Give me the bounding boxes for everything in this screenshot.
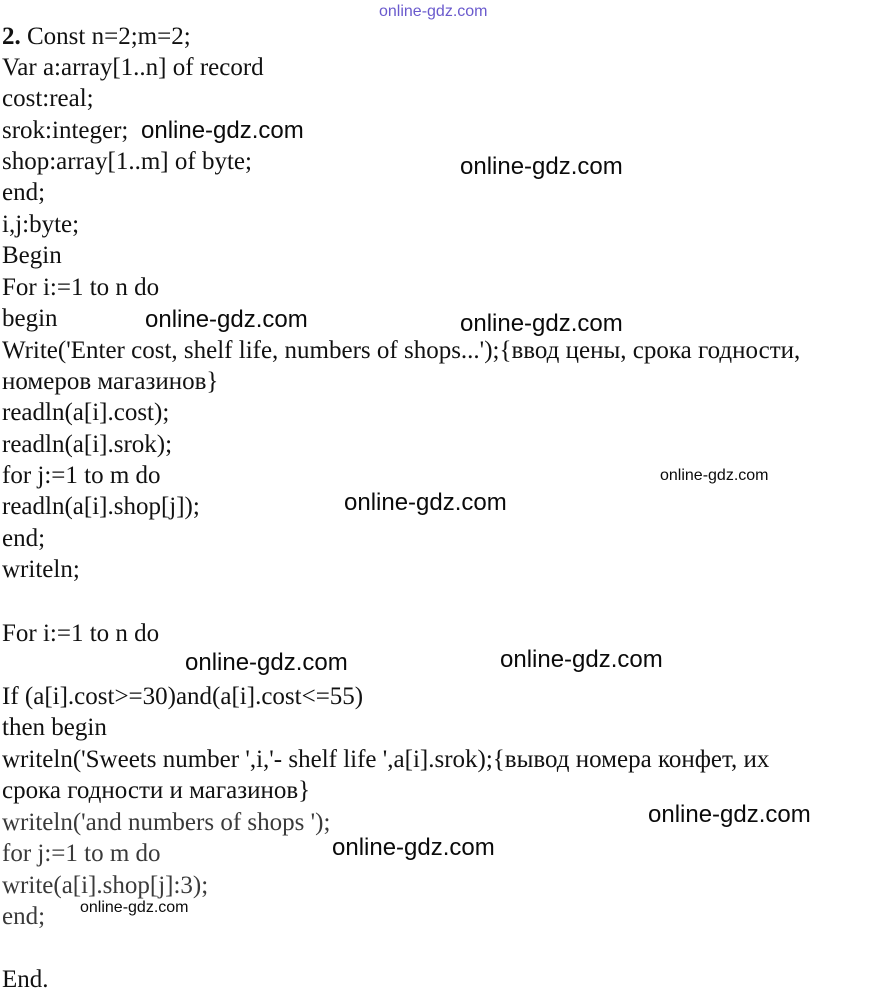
- code-line-13: readln(a[i].cost);: [2, 399, 170, 426]
- watermark: online-gdz.com: [660, 467, 769, 484]
- code-line-23: срока годности и магазинов}: [2, 777, 311, 804]
- watermark-top: online-gdz.com: [379, 3, 488, 20]
- code-line-25: for j:=1 to m do: [2, 840, 161, 867]
- watermark: online-gdz.com: [460, 310, 623, 337]
- code-line-3: cost:real;: [2, 85, 94, 112]
- code-line-24: writeln('and numbers of shops ');: [2, 809, 331, 836]
- code-line-8: Begin: [2, 242, 62, 269]
- watermark: online-gdz.com: [500, 646, 663, 673]
- watermark: online-gdz.com: [460, 153, 623, 180]
- code-line-11: Write('Enter cost, shelf life, numbers of shops...');{ввод цены, срока годности,: [2, 337, 801, 364]
- watermark: online-gdz.com: [332, 834, 495, 861]
- code-line-20: If (a[i].cost>=30)and(a[i].cost<=55): [2, 683, 364, 710]
- code-line-4: srok:integer;: [2, 117, 129, 144]
- code-line-14: readln(a[i].srok);: [2, 431, 173, 458]
- code-line-9: For i:=1 to n do: [2, 274, 160, 301]
- code-line-21: then begin: [2, 714, 107, 741]
- code-line-1-text: Const n=2;m=2;: [27, 23, 191, 50]
- code-line-15: for j:=1 to m do: [2, 462, 161, 489]
- code-line-6: end;: [2, 179, 46, 206]
- watermark: online-gdz.com: [145, 306, 308, 333]
- watermark: online-gdz.com: [80, 899, 189, 916]
- code-line-16: readln(a[i].shop[j]);: [2, 493, 200, 520]
- watermark: online-gdz.com: [344, 489, 507, 516]
- code-line-22: writeln('Sweets number ',i,'- shelf life ',a[i].srok);{вывод номера конфет, их: [2, 746, 770, 773]
- code-line-18: writeln;: [2, 556, 80, 583]
- code-line-10: begin: [2, 305, 58, 332]
- watermark: online-gdz.com: [648, 801, 811, 828]
- code-line-28: End.: [2, 966, 49, 993]
- code-line-26: write(a[i].shop[j]:3);: [2, 872, 209, 899]
- code-line-7: i,j:byte;: [2, 211, 80, 238]
- code-line-2: Var a:array[1..n] of record: [2, 54, 264, 81]
- watermark: online-gdz.com: [185, 649, 348, 676]
- watermark: online-gdz.com: [141, 117, 304, 144]
- code-line-12: номеров магазинов}: [2, 368, 219, 395]
- code-line-27: end;: [2, 903, 46, 930]
- code-line-1: [2, 22, 191, 52]
- code-line-5: shop:array[1..m] of byte;: [2, 148, 252, 175]
- code-line-17: end;: [2, 525, 46, 552]
- code-line-19: For i:=1 to n do: [2, 620, 160, 647]
- task-number: 2.: [2, 23, 21, 50]
